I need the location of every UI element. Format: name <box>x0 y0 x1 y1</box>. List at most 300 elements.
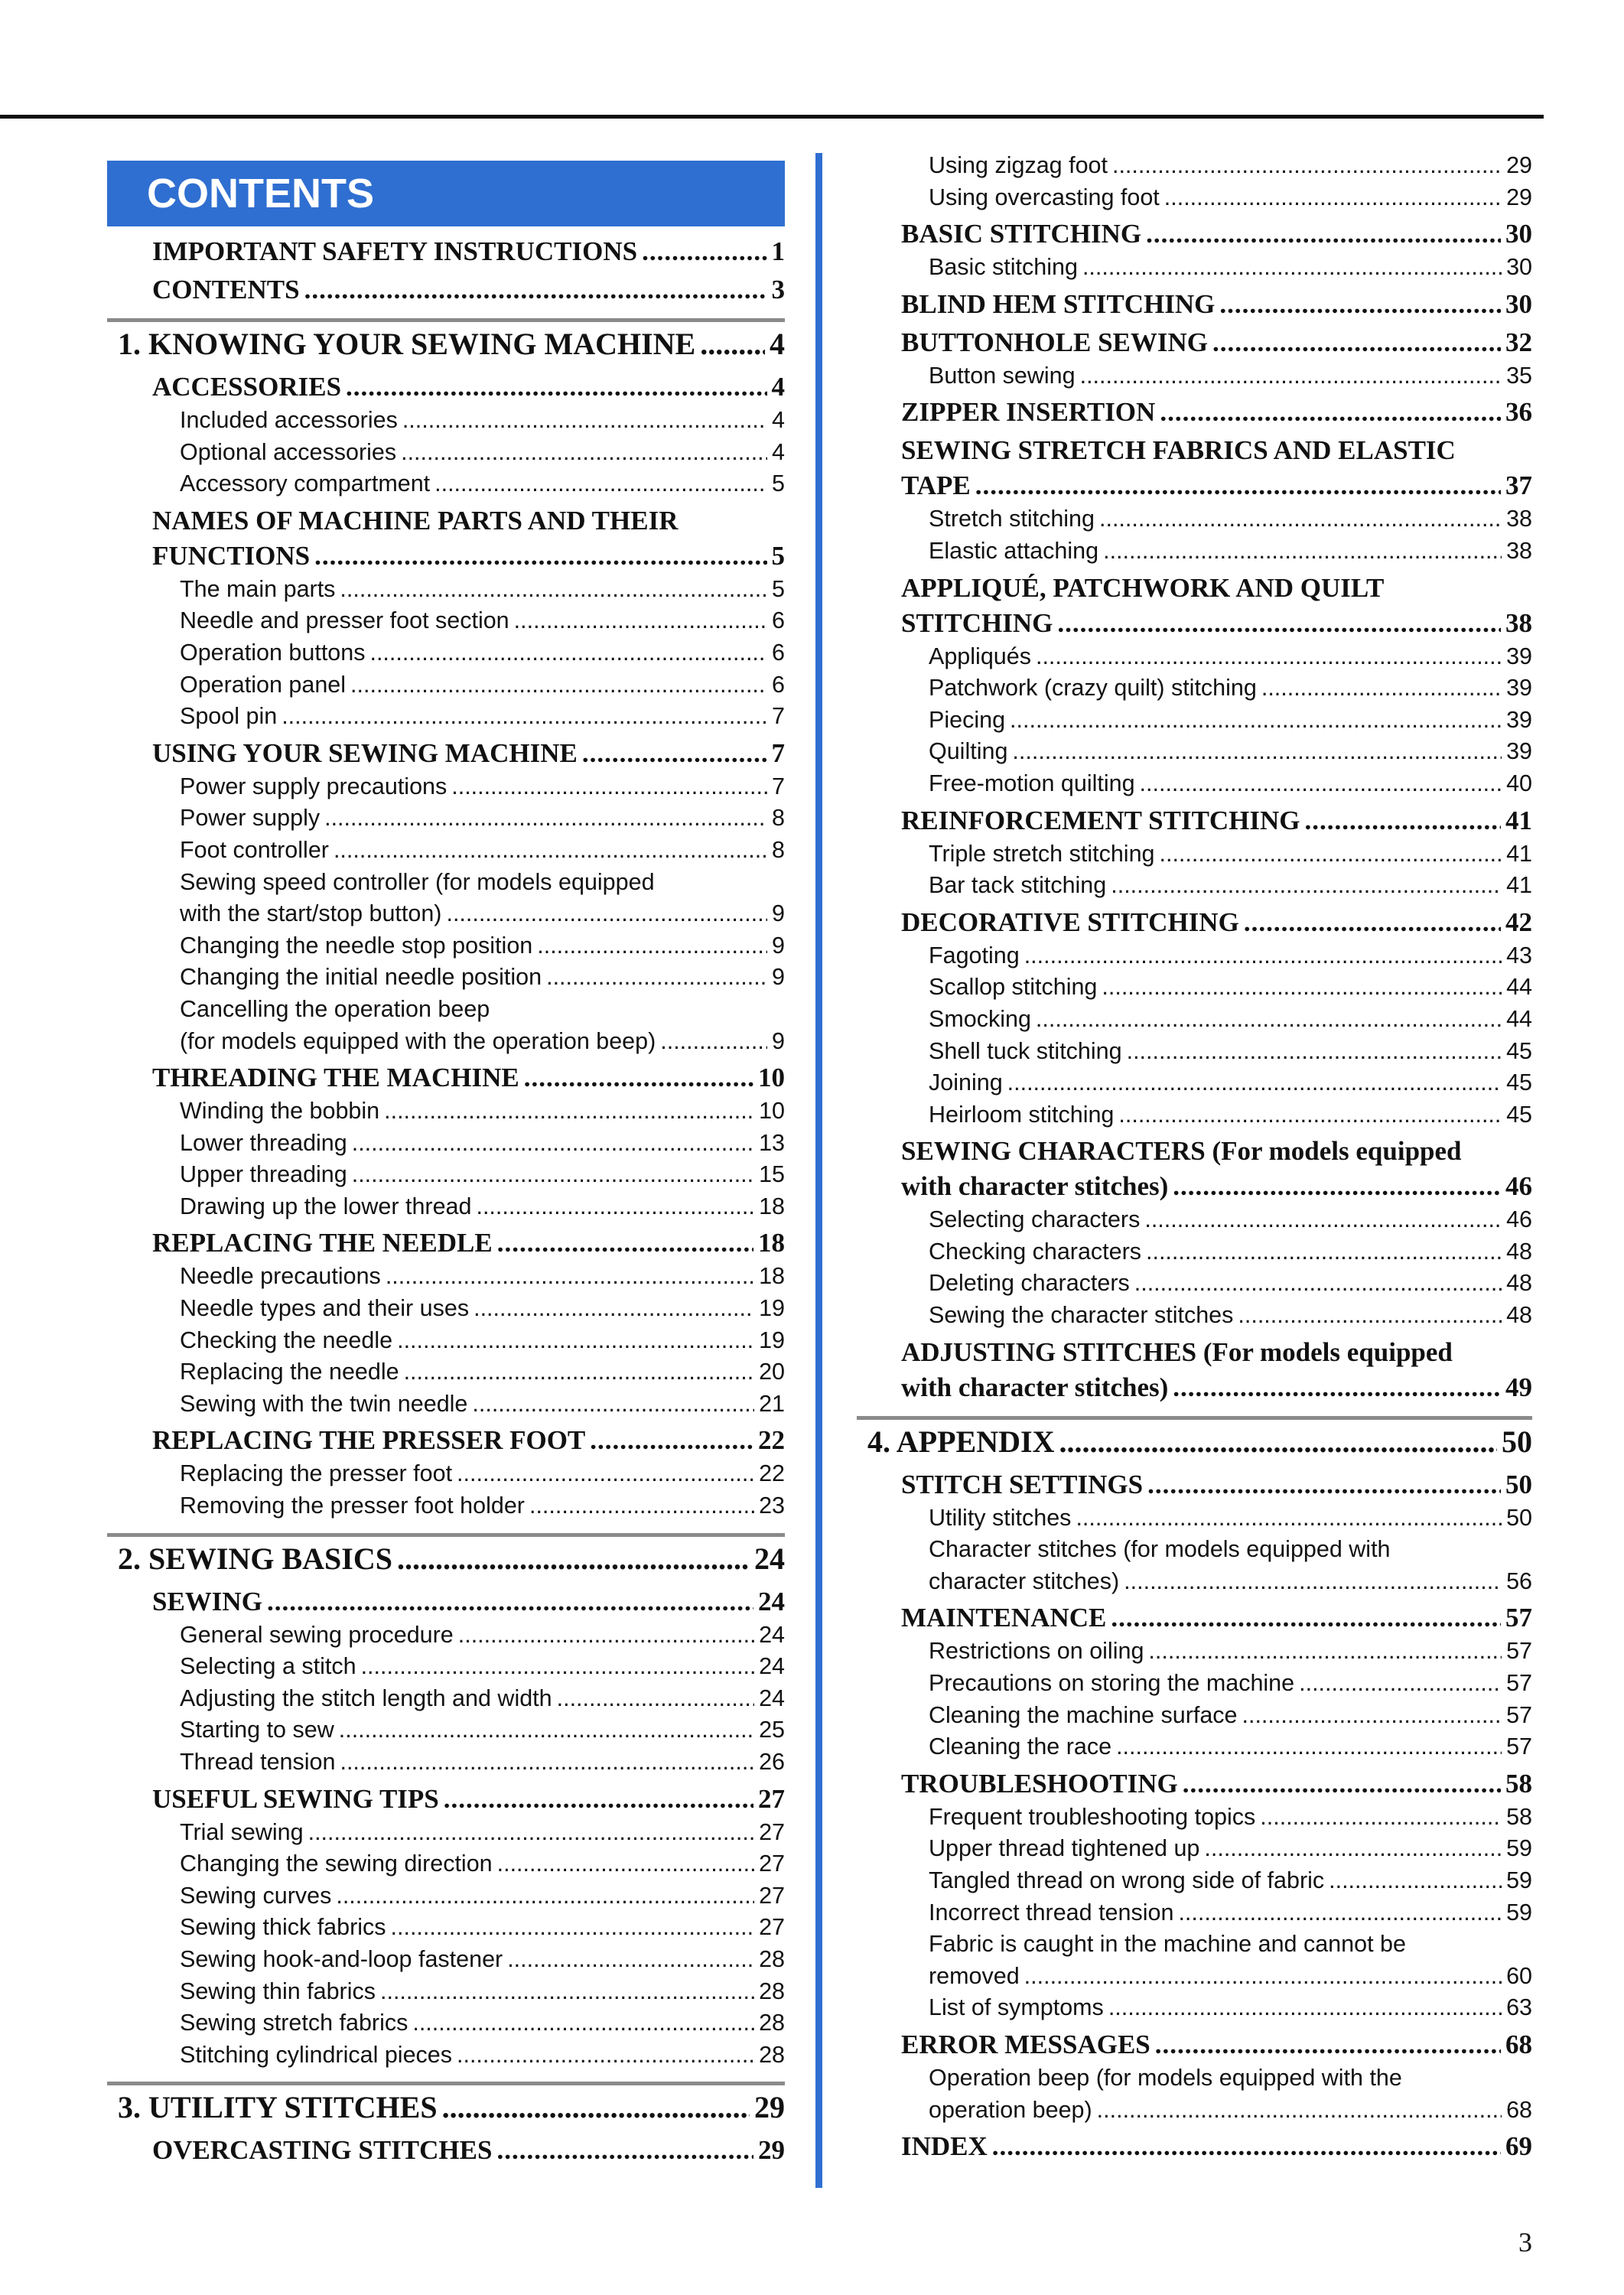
toc-subsection[interactable] <box>857 736 1532 768</box>
dot-leader <box>1238 1300 1502 1332</box>
toc-subsection[interactable] <box>857 838 1532 871</box>
toc-subsection[interactable] <box>107 2007 785 2039</box>
toc-entry-title: Heirloom stitching <box>929 1101 1115 1128</box>
toc-entry-page: 28 <box>759 1978 785 2004</box>
dot-leader <box>1160 838 1502 871</box>
toc-entry-row <box>180 1912 785 1944</box>
toc-section[interactable] <box>857 395 1532 430</box>
toc-entry-title: SEWING <box>152 1586 262 1616</box>
toc-subsection[interactable] <box>857 705 1532 737</box>
dot-leader <box>346 369 766 405</box>
toc-subsection[interactable] <box>107 637 785 669</box>
toc-subsection[interactable] <box>857 641 1532 673</box>
dot-leader <box>340 1746 754 1779</box>
toc-section[interactable] <box>107 234 785 269</box>
toc-entry-row <box>901 1370 1532 1405</box>
dot-leader <box>412 2007 754 2039</box>
toc-entry-row <box>180 962 785 994</box>
toc-entry-title: Checking characters <box>929 1238 1142 1265</box>
toc-section[interactable] <box>857 287 1532 322</box>
toc-entry-page: 29 <box>1506 184 1532 210</box>
toc-entry-row <box>180 437 785 469</box>
toc-entry-page: 5 <box>772 470 785 497</box>
toc-section[interactable] <box>857 1467 1532 1502</box>
toc-subsection[interactable] <box>857 2062 1532 2126</box>
toc-entry-title: Bar tack stitching <box>929 872 1107 899</box>
dot-leader <box>1146 1236 1502 1268</box>
toc-entry-page: 5 <box>772 575 785 602</box>
toc-entry-page: 45 <box>1506 1101 1532 1128</box>
toc-entry-page: 4 <box>772 438 785 465</box>
toc-subsection[interactable] <box>857 360 1532 392</box>
dot-leader <box>1116 1731 1502 1763</box>
toc-subsection[interactable] <box>107 867 785 930</box>
toc-section[interactable] <box>857 433 1532 503</box>
toc-section[interactable] <box>857 1134 1532 1204</box>
toc-entry-page: 42 <box>1505 907 1532 937</box>
toc-subsection[interactable] <box>857 1004 1532 1036</box>
dot-leader <box>537 930 767 962</box>
toc-entry-title: Joining <box>929 1069 1003 1096</box>
toc-subsection[interactable] <box>107 930 785 962</box>
dot-leader <box>446 898 767 930</box>
dot-leader <box>386 1261 754 1293</box>
toc-entry-row <box>929 2095 1532 2127</box>
toc-section[interactable] <box>107 1226 785 1261</box>
toc-subsection[interactable] <box>107 1490 785 1522</box>
toc-entry-title: Sewing thin fabrics <box>180 1978 376 2004</box>
toc-entry-row <box>180 1191 785 1223</box>
toc-section[interactable] <box>107 503 785 574</box>
toc-entry-page: 68 <box>1505 2029 1532 2059</box>
toc-subsection[interactable] <box>857 1992 1532 2024</box>
toc-entry-row <box>929 972 1532 1004</box>
toc-subsection[interactable] <box>107 1261 785 1293</box>
toc-entry-title: Cleaning the machine surface <box>929 1701 1238 1728</box>
toc-subsection[interactable] <box>107 1848 785 1880</box>
dot-leader <box>1010 705 1502 737</box>
toc-subsection[interactable] <box>107 1388 785 1421</box>
toc-entry-title: REPLACING THE PRESSER FOOT <box>152 1425 586 1456</box>
toc-entry-row <box>180 1490 785 1522</box>
dot-leader <box>1134 1268 1502 1300</box>
toc-subsection[interactable] <box>107 405 785 437</box>
toc-entry-row <box>180 1095 785 1128</box>
toc-entry-page: 21 <box>759 1390 785 1417</box>
toc-entry-row <box>929 1566 1532 1598</box>
dot-leader <box>1076 1502 1502 1535</box>
dot-leader <box>397 1325 754 1357</box>
toc-entry-row <box>180 1976 785 2008</box>
toc-entry-row <box>180 2039 785 2072</box>
dot-leader <box>660 1026 767 1058</box>
toc-section[interactable] <box>857 216 1532 252</box>
toc-entry-page: 24 <box>754 1541 785 1576</box>
toc-subsection[interactable] <box>857 768 1532 800</box>
toc-section[interactable] <box>857 1335 1532 1405</box>
toc-subsection[interactable] <box>107 1880 785 1912</box>
toc-entry-title: Removing the presser foot holder <box>180 1493 525 1519</box>
dot-leader <box>1183 1766 1501 1802</box>
toc-subsection[interactable] <box>107 1293 785 1325</box>
toc-entry-title: STITCH SETTINGS <box>901 1469 1144 1499</box>
toc-subsection[interactable] <box>107 1191 785 1223</box>
dot-leader <box>975 468 1501 503</box>
toc-section[interactable] <box>107 272 785 308</box>
toc-entry-row <box>929 870 1532 902</box>
dot-leader <box>1305 803 1501 838</box>
toc-subsection[interactable] <box>107 1325 785 1357</box>
dot-leader <box>282 701 767 733</box>
toc-entry-row <box>901 287 1532 322</box>
toc-entry-title: Drawing up the lower thread <box>180 1193 472 1219</box>
toc-entry-row <box>929 503 1532 536</box>
dot-leader <box>434 468 767 500</box>
toc-subsection[interactable] <box>857 1300 1532 1332</box>
toc-subsection[interactable] <box>107 574 785 606</box>
toc-entry-row <box>152 1060 785 1095</box>
toc-subsection[interactable] <box>857 1099 1532 1131</box>
toc-entry-title: BUTTONHOLE SEWING <box>901 327 1208 357</box>
toc-entry-title: Triple stretch stitching <box>929 840 1155 867</box>
toc-section[interactable] <box>857 325 1532 360</box>
toc-entry-page: 7 <box>772 773 785 799</box>
dot-leader <box>497 1226 753 1261</box>
toc-entry-row <box>929 1865 1532 1897</box>
dot-leader <box>401 437 767 469</box>
toc-subsection[interactable] <box>857 940 1532 972</box>
toc-entry-page: 69 <box>1505 2131 1532 2162</box>
toc-entry-page: 45 <box>1506 1069 1532 1096</box>
toc-subsection[interactable] <box>107 701 785 733</box>
toc-subsection[interactable] <box>857 536 1532 568</box>
toc-chapter[interactable] <box>107 1533 785 1581</box>
toc-entry-title: BLIND HEM STITCHING <box>901 288 1216 319</box>
toc-entry-title: Patchwork (crazy quilt) stitching <box>929 675 1257 702</box>
toc-entry-title: CONTENTS <box>152 275 300 304</box>
toc-entry-title: Winding the bobbin <box>180 1098 380 1125</box>
toc-entry-page: 24 <box>759 1653 785 1680</box>
toc-entry-title: MAINTENANCE <box>901 1603 1107 1633</box>
dot-leader <box>700 322 765 366</box>
toc-entry-title: ZIPPER INSERTION <box>901 397 1156 428</box>
toc-subsection[interactable] <box>857 1067 1532 1099</box>
toc-subsection[interactable] <box>107 1714 785 1746</box>
toc-subsection[interactable] <box>857 1865 1532 1897</box>
toc-subsection[interactable] <box>857 1268 1532 1300</box>
toc-entry-page: 3 <box>771 275 785 304</box>
toc-entry-row <box>180 637 785 669</box>
toc-subsection[interactable] <box>857 1833 1532 1865</box>
toc-entry-title: 4. APPENDIX <box>867 1424 1055 1459</box>
toc-subsection[interactable] <box>107 1159 785 1191</box>
toc-entry-title: Needle and presser foot section <box>180 607 509 634</box>
toc-entry-row <box>929 672 1532 705</box>
toc-entry-title: Power supply <box>180 805 321 832</box>
toc-entry-row <box>180 898 785 930</box>
toc-subsection[interactable] <box>107 1651 785 1683</box>
dot-leader <box>1155 2027 1501 2062</box>
toc-section[interactable] <box>857 571 1532 641</box>
toc-entry-page: 39 <box>1506 643 1532 669</box>
toc-entry-title-line1: APPLIQUÉ, PATCHWORK AND QUILT <box>901 572 1385 603</box>
toc-subsection[interactable] <box>107 1944 785 1976</box>
toc-entry-title: with the start/stop button) <box>180 900 442 927</box>
dot-leader <box>1059 1420 1497 1464</box>
toc-subsection[interactable] <box>857 252 1532 284</box>
toc-entry-title-line1: Character stitches (for models equipped with <box>929 1536 1391 1563</box>
toc-entry-page: 40 <box>1506 770 1532 796</box>
toc-entry-page: 38 <box>1506 506 1532 532</box>
toc-entry-row <box>152 1226 785 1261</box>
toc-entry-row <box>929 940 1532 972</box>
dot-leader <box>308 1817 754 1849</box>
dot-leader <box>1111 870 1502 902</box>
dot-leader <box>1146 216 1501 252</box>
toc-entry-page: 38 <box>1505 607 1532 638</box>
toc-entry-title: character stitches) <box>929 1567 1120 1594</box>
toc-entry-page: 27 <box>759 1882 785 1909</box>
dot-leader <box>1112 150 1502 182</box>
toc-entry-title: Replacing the needle <box>180 1359 399 1385</box>
toc-entry-title: 2. SEWING BASICS <box>118 1541 393 1576</box>
toc-entry-row <box>152 1423 785 1458</box>
toc-entry-title: Quilting <box>929 738 1008 765</box>
toc-entry-title: USEFUL SEWING TIPS <box>152 1783 439 1814</box>
toc-subsection[interactable] <box>107 1620 785 1652</box>
toc-subsection[interactable] <box>857 1668 1532 1700</box>
toc-chapter[interactable] <box>857 1416 1532 1464</box>
dot-leader <box>529 1490 754 1522</box>
toc-entry-row <box>929 1833 1532 1865</box>
toc-entry-row <box>152 234 785 269</box>
dot-leader <box>1082 252 1502 284</box>
dot-leader <box>524 1060 753 1095</box>
dot-leader <box>380 1976 754 2008</box>
toc-subsection[interactable] <box>107 437 785 469</box>
dot-leader <box>1111 1600 1501 1636</box>
toc-entry-row <box>118 322 785 366</box>
toc-entry-row <box>180 1746 785 1779</box>
toc-section[interactable] <box>107 1060 785 1095</box>
toc-entry-row <box>152 539 785 574</box>
toc-entry-row <box>180 669 785 702</box>
toc-entry-row <box>929 768 1532 800</box>
dot-leader <box>474 1293 754 1325</box>
toc-subsection[interactable] <box>107 2039 785 2072</box>
toc-section[interactable] <box>857 2027 1532 2062</box>
toc-entry-page: 41 <box>1506 872 1532 899</box>
toc-entry-title: Frequent troubleshooting topics <box>929 1803 1256 1830</box>
dot-leader <box>1118 1099 1502 1131</box>
toc-section[interactable] <box>107 736 785 771</box>
toc-subsection[interactable] <box>857 1929 1532 1992</box>
toc-section[interactable] <box>107 1782 785 1817</box>
toc-entry-title: 1. KNOWING YOUR SEWING MACHINE <box>118 327 696 361</box>
toc-entry-page: 8 <box>772 805 785 832</box>
toc-entry-row <box>180 835 785 867</box>
top-rule <box>0 115 1544 119</box>
dot-leader <box>384 1095 754 1128</box>
toc-section[interactable] <box>107 1423 785 1458</box>
toc-subsection[interactable] <box>107 468 785 500</box>
toc-subsection[interactable] <box>857 672 1532 705</box>
toc-entry-page: 59 <box>1506 1835 1532 1862</box>
toc-subsection[interactable] <box>857 1502 1532 1535</box>
toc-subsection[interactable] <box>857 1700 1532 1732</box>
toc-subsection[interactable] <box>857 1534 1532 1597</box>
toc-subsection[interactable] <box>107 994 785 1057</box>
toc-entry-title: The main parts <box>180 575 336 602</box>
toc-chapter[interactable] <box>107 2082 785 2130</box>
toc-entry-page: 38 <box>1506 537 1532 564</box>
toc-section[interactable] <box>107 2133 785 2168</box>
toc-entry-page: 46 <box>1506 1206 1532 1233</box>
toc-subsection[interactable] <box>107 1746 785 1779</box>
toc-subsection[interactable] <box>107 1976 785 2008</box>
contents-title: CONTENTS <box>147 171 374 216</box>
dot-leader <box>1160 395 1501 430</box>
toc-entry-page: 39 <box>1506 706 1532 733</box>
toc-section[interactable] <box>107 1584 785 1620</box>
toc-subsection[interactable] <box>857 1731 1532 1763</box>
toc-entry-row <box>929 1502 1532 1535</box>
toc-entry-row <box>180 1848 785 1880</box>
toc-subsection[interactable] <box>857 1236 1532 1268</box>
dot-leader <box>334 835 767 867</box>
dot-leader <box>1260 1802 1502 1834</box>
dot-leader <box>1099 503 1502 536</box>
toc-entry-page: 20 <box>759 1359 785 1385</box>
toc-entry-title: ACCESSORIES <box>152 372 342 402</box>
dot-leader <box>992 2129 1501 2164</box>
toc-subsection[interactable] <box>107 1683 785 1715</box>
dot-leader <box>582 736 767 771</box>
toc-entry-title: Needle types and their uses <box>180 1295 470 1322</box>
toc-entry-title: Thread tension <box>180 1749 336 1775</box>
toc-entry-title-line1: NAMES OF MACHINE PARTS AND THEIR <box>152 505 679 536</box>
toc-subsection[interactable] <box>107 1817 785 1849</box>
toc-entry-title-line1: Fabric is caught in the machine and cannot be <box>929 1931 1406 1958</box>
toc-entry-page: 4 <box>771 372 785 402</box>
toc-entry-title: operation beep) <box>929 2096 1092 2123</box>
toc-entry-page: 7 <box>772 703 785 730</box>
toc-entry-title: Replacing the presser foot <box>180 1460 453 1487</box>
toc-entry-row <box>929 1668 1532 1700</box>
toc-entry-title-line1: Operation beep (for models equipped with the <box>929 2064 1402 2091</box>
toc-entry-title: Adjusting the stitch length and width <box>180 1685 552 1711</box>
toc-section[interactable] <box>857 803 1532 838</box>
dot-leader <box>1108 1992 1502 2024</box>
toc-entry-row <box>929 1204 1532 1236</box>
dot-leader <box>1204 1833 1502 1865</box>
dot-leader <box>314 539 766 574</box>
toc-entry-page: 57 <box>1506 1733 1532 1760</box>
toc-subsection[interactable] <box>857 1636 1532 1668</box>
dot-leader <box>397 1537 750 1581</box>
dot-leader <box>1057 606 1501 641</box>
toc-subsection[interactable] <box>857 150 1532 182</box>
toc-subsection[interactable] <box>857 870 1532 902</box>
toc-subsection[interactable] <box>857 1204 1532 1236</box>
toc-subsection[interactable] <box>857 972 1532 1004</box>
toc-entry-row <box>180 605 785 637</box>
toc-entry-title: Upper threading <box>180 1161 347 1188</box>
toc-section[interactable] <box>107 369 785 405</box>
toc-subsection[interactable] <box>107 605 785 637</box>
toc-entry-title: Using zigzag foot <box>929 152 1108 178</box>
toc-entry-page: 7 <box>771 737 785 768</box>
toc-entry-page: 32 <box>1505 327 1532 357</box>
toc-entry-page: 27 <box>759 1851 785 1877</box>
toc-entry-row <box>929 360 1532 392</box>
toc-subsection[interactable] <box>857 1802 1532 1834</box>
toc-subsection[interactable] <box>107 962 785 994</box>
toc-section[interactable] <box>857 1600 1532 1636</box>
toc-entry-title-line1: ADJUSTING STITCHES (For models equipped <box>901 1336 1453 1367</box>
toc-entry-page: 27 <box>759 1818 785 1845</box>
toc-entry-row <box>929 1700 1532 1732</box>
toc-entry-title-line1: SEWING CHARACTERS (For models equipped <box>901 1136 1462 1167</box>
toc-entry-title: Needle precautions <box>180 1263 381 1290</box>
toc-subsection[interactable] <box>857 1897 1532 1929</box>
toc-entry-page: 48 <box>1506 1302 1532 1329</box>
dot-leader <box>1329 1865 1502 1897</box>
toc-entry-row <box>152 272 785 308</box>
toc-entry-title: removed <box>929 1962 1020 1989</box>
toc-subsection[interactable] <box>107 802 785 835</box>
toc-section[interactable] <box>857 1766 1532 1802</box>
toc-entry-row <box>152 1584 785 1620</box>
toc-entry-title: Stitching cylindrical pieces <box>180 2041 452 2068</box>
toc-subsection[interactable] <box>107 1095 785 1128</box>
toc-subsection[interactable] <box>107 1458 785 1490</box>
toc-subsection[interactable] <box>107 771 785 803</box>
toc-entry-title: Free-motion quilting <box>929 770 1135 796</box>
toc-entry-row <box>901 216 1532 252</box>
toc-entry-row <box>152 2133 785 2168</box>
toc-entry-page: 5 <box>771 540 785 571</box>
toc-subsection[interactable] <box>107 835 785 867</box>
toc-entry-row <box>929 1636 1532 1668</box>
toc-entry-title: STITCHING <box>901 607 1053 638</box>
dot-leader <box>1299 1668 1502 1700</box>
toc-subsection[interactable] <box>857 503 1532 536</box>
toc-entry-page: 9 <box>772 1027 785 1054</box>
toc-subsection[interactable] <box>107 1128 785 1160</box>
toc-entry-page: 63 <box>1506 1994 1532 2021</box>
toc-entry-row <box>929 1731 1532 1763</box>
toc-entry-page: 10 <box>759 1098 785 1125</box>
toc-entry-title: Elastic attaching <box>929 537 1099 564</box>
toc-subsection[interactable] <box>107 669 785 702</box>
dot-leader <box>1147 1467 1501 1502</box>
toc-subsection[interactable] <box>857 1036 1532 1068</box>
toc-entry-title: Using overcasting foot <box>929 184 1160 210</box>
toc-entry-page: 60 <box>1506 1962 1532 1989</box>
toc-entry-title: Sewing stretch fabrics <box>180 2010 408 2036</box>
toc-subsection[interactable] <box>857 182 1532 214</box>
toc-entry-row <box>180 2007 785 2039</box>
toc-chapter[interactable] <box>107 318 785 366</box>
toc-section[interactable] <box>857 2129 1532 2164</box>
toc-subsection[interactable] <box>107 1912 785 1944</box>
toc-entry-page: 13 <box>759 1129 785 1156</box>
dot-leader <box>546 962 767 994</box>
toc-section[interactable] <box>857 905 1532 940</box>
dot-leader <box>497 1848 754 1880</box>
toc-subsection[interactable] <box>107 1356 785 1388</box>
